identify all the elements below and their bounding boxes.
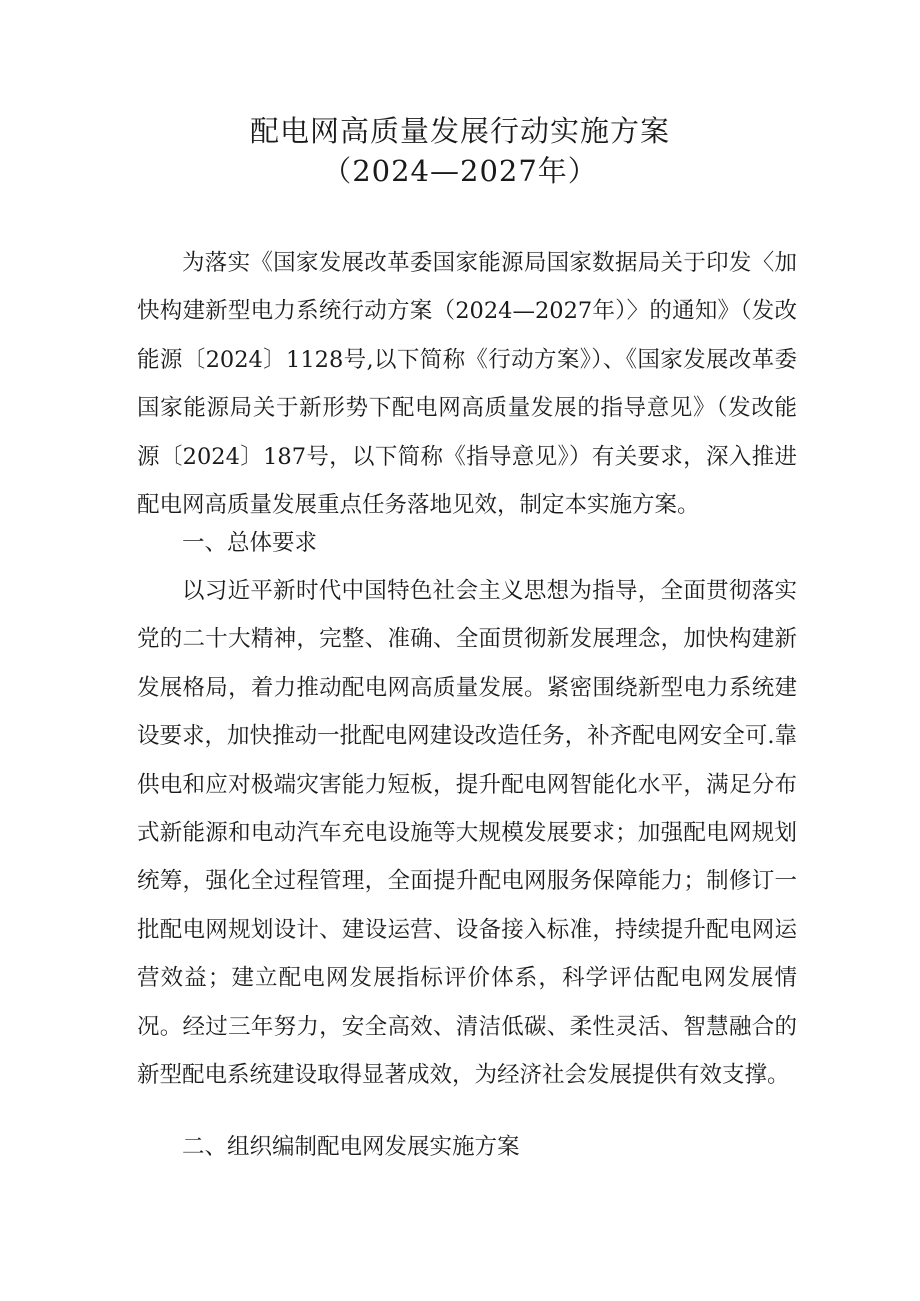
document-title: 配电网高质量发展行动实施方案: [249, 114, 670, 148]
intro-paragraph: 为落实《国家发展改革委国家能源局国家数据局关于印发〈加快构建新型电力系统行动方案（2024—2027年）〉的通知》（发改能源〔2024〕1128号,以下简称《行动方案》）、《国家发展改革委国家能源局关于新形势下配电网高质量发展的指导意见》（发改能源〔2024〕187号，以下简称《指导意见》）有关要求，深入推进配电网高质量发展重点任务落地见效，制定本实施方案。: [137, 250, 797, 519]
general-requirements-paragraph: 以习近平新时代中国特色社会主义思想为指导，全面贯彻落实党的二十大精神，完整、准确、全面贯彻新发展理念，加快构建新发展格局，着力推动配电网高质量发展。紧密围绕新型电力系统建设要求，加快推动一批配电网建设改造任务，补齐配电网安全可.靠供电和应对极端灾害能力短板，提升配电网智能化水平，满足分布式新能源和电动汽车充电设施等大规模发展要求；加强配电网规划统筹，强化全过程管理，全面提升配电网服务保障能力；制修订一批配电网规划设计、建设运营、设备接入标准，持续提升配电网运营效益；建立配电网发展指标评价体系，科学评估配电网发展情况。经过三年努力，安全高效、清洁低碳、柔性灵活、智慧融合的新型配电系统建设取得显著成效，为经济社会发展提供有效支撑。: [137, 578, 797, 1089]
document-subtitle-years: （2024—2027年）: [322, 154, 598, 188]
section-heading-implementation-plan: 二、组织编制配电网发展实施方案: [182, 1134, 520, 1160]
section-heading-general-requirements: 一、总体要求: [182, 530, 318, 556]
